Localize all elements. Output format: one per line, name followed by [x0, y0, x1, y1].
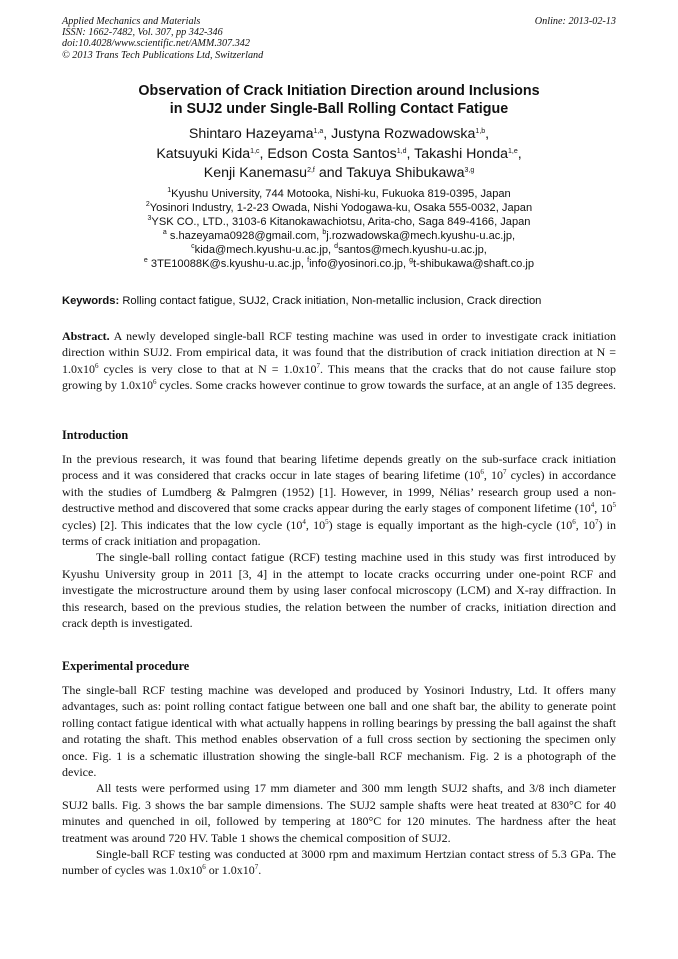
- abstract-text: cycles is very close to that at N = 1.0x10: [98, 361, 317, 376]
- para-text: cycles) in accordance with the studies of Lumdberg & Palmgren (1952) [1]. However, in 1999, Nélias’ research group used a non-destructive method and discovered that some cracks appear during the early stages of component lifetime (10: [62, 468, 617, 516]
- email-link[interactable]: 3TE10088K@s.kyushu-u.ac.jp,: [150, 258, 305, 271]
- experimental-paragraph-2: All tests were performed using 17 mm diameter and 300 mm length SUJ2 shafts, and 3/8 inch diameter SUJ2 balls. Fig. 3 shows the bar sample dimensions. The SUJ2 sample shafts were heat treated at 830°C for 40 minutes and quenched in oil, followed by tempering at 180°C for 120 minutes. The hardness after the heat treatment was around 720 HV. Table 1 shows the chemical composition of SUJ2.: [62, 781, 616, 845]
- introduction-body: [62, 451, 616, 631]
- abstract-text: . This means that the cracks that do not cause failure stop growing by 1.0x10: [62, 361, 616, 393]
- affil-sup: 3: [147, 215, 152, 223]
- email-link[interactable]: kida@mech.kyushu-u.ac.jp,: [194, 244, 332, 257]
- author-line-2: Katsuyuki Kida$^{1,c}$, Edson Costa Santos$^{1,d}$, Takashi Honda$^{1,e}$,: [156, 145, 522, 162]
- affil-text: YSK CO., LTD., 3103-6 Kitanokawachiotsu, Arita-cho, Saga 849-4166, Japan: [151, 216, 531, 229]
- para-text: ) stage is equally important as the high-cycle (10: [328, 517, 573, 532]
- keywords-label: Keywords:: [62, 295, 120, 307]
- exponent: 6: [153, 378, 157, 387]
- affil-text: Yosinori Industry, 1-2-23 Owada, Nishi Yodogawa-ku, Osaka 555-0032, Japan: [149, 202, 533, 215]
- title-line-1: Observation of Crack Initiation Direction around Inclusions: [138, 83, 540, 99]
- affil-sup: 1: [167, 187, 172, 194]
- exponent: 5: [325, 517, 329, 526]
- exponent: 5: [612, 501, 616, 510]
- author-affil-sup: 2,f: [307, 167, 315, 175]
- affil-sup: 2: [145, 201, 150, 209]
- author-name: Shintaro Hazeyama: [188, 126, 314, 142]
- exponent: 7: [502, 468, 507, 477]
- title-line-2: in SUJ2 under Single-Ball Rolling Contact Fatigue: [169, 101, 509, 117]
- author-name: Takuya Shibukawa: [346, 165, 465, 182]
- affiliations: [62, 187, 616, 272]
- email-line-2: [62, 243, 616, 257]
- journal-header: [62, 16, 263, 61]
- exponent: 6: [95, 361, 99, 370]
- exponent: 7: [316, 361, 321, 370]
- abstract: [62, 328, 616, 394]
- author-conjunction: and: [318, 165, 343, 182]
- email-sup: c: [191, 243, 195, 251]
- para-text: .: [258, 863, 262, 878]
- affiliation-1: [62, 187, 616, 201]
- para-text: Single-ball RCF testing was conducted at 3000 rpm and maximum Hertzian contact stress of 5.3 GPa. The number of cycles was 1.0x10: [62, 847, 616, 878]
- para-text: In the previous research, it was found that bearing lifetime depends greatly on the sub-surface crack initiation process and it was considered that cracks occur in late stages of bearing lifetime (10: [62, 452, 616, 483]
- author-name: Katsuyuki Kida: [156, 145, 251, 162]
- email-sup: g: [409, 257, 414, 265]
- email-sup: e: [143, 257, 148, 265]
- experimental-paragraph-3: [62, 846, 616, 879]
- email-sup: f: [307, 257, 310, 265]
- author-name: Edson Costa Santos: [267, 145, 397, 162]
- email-link[interactable]: santos@mech.kyushu-u.ac.jp,: [338, 244, 487, 257]
- author-affil-sup: 1,c: [250, 147, 260, 155]
- issn-line: ISSN: 1662-7482, Vol. 307, pp 342-346: [62, 27, 223, 39]
- author-list: [62, 125, 616, 184]
- author-name: Justyna Rozwadowska: [331, 126, 476, 142]
- exponent: 4: [302, 517, 306, 526]
- exponent: 7: [254, 863, 259, 872]
- exponent: 6: [572, 517, 576, 526]
- email-link[interactable]: s.hazeyama0928@gmail.com,: [169, 230, 320, 243]
- author-affil-sup: 1,d: [396, 147, 407, 155]
- abstract-label: Abstract.: [62, 329, 110, 343]
- exponent: 4: [590, 501, 595, 510]
- author-line-3: [62, 164, 616, 184]
- doi-line[interactable]: doi:10.4028/www.scientific.net/AMM.307.342: [62, 38, 250, 50]
- copyright-line: © 2013 Trans Tech Publications Ltd, Switzerland: [62, 49, 264, 61]
- email-sup: b: [322, 229, 327, 237]
- author-name: Takashi Honda: [414, 145, 508, 162]
- affiliation-3: [62, 215, 616, 229]
- affiliation-2: [62, 201, 616, 215]
- introduction-paragraph-2: The single-ball rolling contact fatigue (RCF) testing machine used in this study was first introduced by Kyushu University group in 2011 [3, 4] in the attempt to locate cracks occurring under one-point RCF and investigate the microstructure around them by using laser confocal microscopy (LCM) and X-ray diffraction. In this research, based on the previous studies, the relation between the number of cracks, initiation direction and crack depth is investigated.: [62, 550, 616, 631]
- affil-text: Kyushu University, 744 Motooka, Nishi-ku, Fukuoka 819-0395, Japan: [171, 188, 511, 200]
- email-line-3: [62, 257, 616, 271]
- email-line-1: [62, 229, 616, 243]
- author-line-1: Shintaro Hazeyama$^{1,a}$, Justyna Rozwadowska$^{1,b}$,: [188, 126, 490, 142]
- exponent: 7: [594, 517, 599, 526]
- para-text: cycles) [2]. This indicates that the low cycle (10: [62, 517, 303, 532]
- exponent: 6: [480, 468, 484, 477]
- email-link[interactable]: t-shibukawa@shaft.co.jp: [413, 258, 535, 271]
- keywords: [62, 294, 622, 308]
- abstract-text: cycles. Some cracks however continue to grow towards the surface, at an angle of 135 degrees.: [156, 378, 616, 393]
- keywords-text: Rolling contact fatigue, SUJ2, Crack initiation, Non-metallic inclusion, Crack direction: [122, 295, 542, 307]
- author-affil-sup: 3,g: [464, 167, 475, 175]
- author-affil-sup: 1,b: [475, 128, 486, 135]
- para-text: or 1.0x10: [205, 863, 255, 878]
- para-text: , 10: [594, 501, 613, 516]
- introduction-heading: Introduction: [62, 428, 129, 442]
- para-text: ) in terms of crack initiation and propagation.: [62, 517, 617, 549]
- journal-name: Applied Mechanics and Materials: [62, 16, 201, 27]
- abstract-text: A newly developed single-ball RCF testing machine was used in order to investigate crack initiation direction within SUJ2. From empirical data, it was found that the distribution of crack initiation direction at N = 1.0x10: [62, 329, 616, 376]
- email-link[interactable]: j.rozwadowska@mech.kyushu-u.ac.jp,: [326, 230, 516, 243]
- experimental-heading: Experimental procedure: [62, 659, 190, 673]
- experimental-paragraph-1: The single-ball RCF testing machine was developed and produced by Yosinori Industry, Ltd. It offers many advantages, such as: point rolling contact fatigue between one ball and one shaft bar, the ability to generate point rolling contact fatigue identical with what actually happens in rolling bearings by pressing the ball against the shaft and rotating the shaft. This method enables observation of a full cross section by sectioning the specimen only once. Fig. 1 is a schematic illustration showing the single-ball RCF mechanism. Fig. 2 is a photograph of the device.: [62, 683, 616, 780]
- author-affil-sup: 1,e: [507, 147, 518, 155]
- paper-title: [62, 82, 616, 118]
- author-affil-sup: 1,a: [313, 128, 324, 135]
- exponent: 6: [202, 863, 206, 872]
- para-text: , 10: [575, 517, 595, 532]
- experimental-body: [62, 682, 616, 879]
- para-text: , 10: [305, 517, 326, 532]
- email-link[interactable]: info@yosinori.co.jp,: [309, 258, 407, 271]
- email-sup: a: [162, 229, 167, 237]
- para-text: , 10: [483, 468, 503, 483]
- introduction-paragraph-1: [62, 451, 616, 549]
- online-date: Online: 2013-02-13: [534, 16, 616, 27]
- email-sup: d: [334, 243, 339, 251]
- author-name: Kenji Kanemasu: [203, 165, 308, 182]
